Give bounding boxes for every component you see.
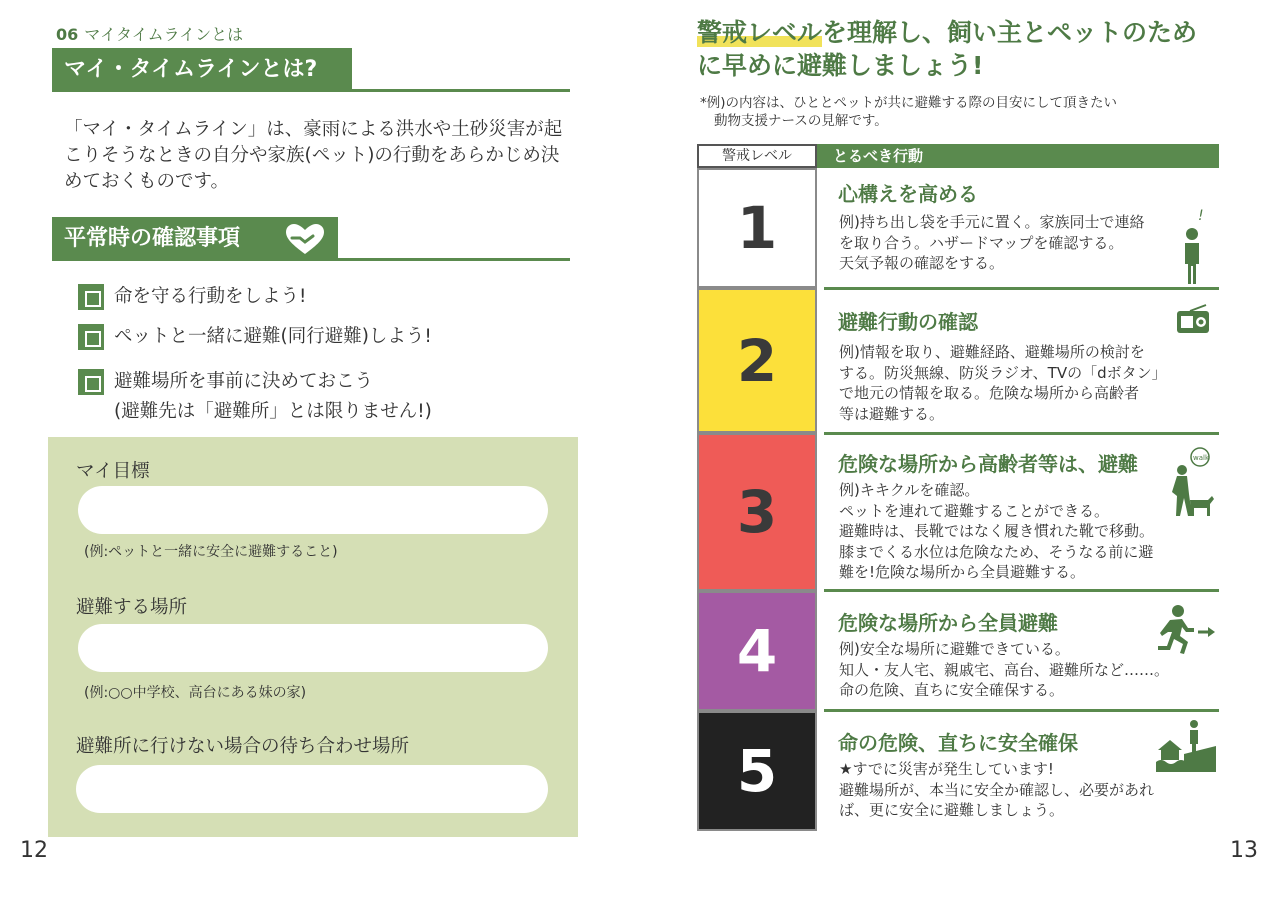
goal-label: マイ目標	[76, 461, 150, 482]
right-title: 警戒レベルを理解し、飼い主とペットのため に早めに避難しましょう!	[697, 18, 1198, 80]
person-thinking-icon	[1180, 208, 1210, 286]
check-item: 避難場所を事前に決めておこう (避難先は「避難所」とは限りません!)	[78, 367, 432, 427]
level-4-body: 例)安全な場所に避難できている。 知人・友人宅、親戚宅、高台、避難所など……。 命の危険、直ちに安全確保する。	[839, 640, 1170, 699]
page-number-left: 12	[20, 838, 48, 863]
section-label-text: マイタイムラインとは	[84, 25, 244, 44]
check-item: ペットと一緒に避難(同行避難)しよう!	[78, 322, 432, 352]
title-highlight: 警戒レベル	[697, 18, 823, 47]
check-item: 命を守る行動をしよう!	[78, 282, 306, 312]
goal-field[interactable]	[78, 486, 548, 534]
person-running-icon	[1154, 604, 1216, 656]
timeline-form-panel	[48, 437, 578, 837]
main-heading: マイ・タイムラインとは?	[52, 48, 352, 92]
level-2-title: 避難行動の確認	[838, 310, 978, 334]
level-3-body: 例)キキクルを確認。 ペットを連れて避難することができる。 避難時は、長靴ではなく履き慣れた靴で移動。 膝までくる水位は危険なため、そうなる前に避 難を!危険な場所から全員避難する。	[839, 481, 1155, 581]
level-1-cell: 1	[697, 168, 817, 288]
meet-label: 避難所に行けない場合の待ち合わせ場所	[76, 736, 410, 757]
level-5-body: ★すでに災害が発生しています! 避難場所が、本当に安全か確認し、必要があれ ば、更に安全に避難しましょう。	[839, 760, 1155, 819]
main-heading-rule	[52, 89, 570, 92]
row-divider	[824, 589, 1219, 592]
checkbox-icon	[78, 324, 104, 350]
level-1-body: 例)持ち出し袋を手元に置く。家族同士で連絡 を取り合う。ハザードマップを確認する。 天気予報の確認をする。	[839, 213, 1145, 272]
level-3-title: 危険な場所から高齢者等は、避難	[838, 452, 1138, 476]
check-heading: 平常時の確認事項	[64, 226, 241, 251]
column-action-header: とるべき行動	[817, 144, 1219, 168]
intro-text: 「マイ・タイムライン」は、豪雨による洪水や土砂災害が起こりそうなときの自分や家族(ペット)の行動をあらかじめ決めておくものです。	[64, 119, 563, 192]
level-4-cell: 4	[697, 591, 817, 711]
radio-icon	[1176, 303, 1210, 335]
section-number: 06	[56, 25, 79, 44]
goal-hint: (例:ペットと一緒に安全に避難すること)	[84, 544, 338, 560]
row-divider	[824, 432, 1219, 435]
level-1-title: 心構えを高める	[838, 182, 978, 206]
check-heading-rule	[52, 258, 570, 261]
level-5-cell: 5	[697, 711, 817, 831]
meet-field[interactable]	[76, 765, 548, 813]
column-level-header: 警戒レベル	[697, 144, 817, 168]
section-label	[56, 22, 243, 45]
flooded-house-icon	[1156, 718, 1216, 772]
place-hint: (例:○○中学校、高台にある妹の家)	[84, 685, 307, 701]
level-2-body: 例)情報を取り、避難経路、避難場所の検討を する。防災無線、防災ラジオ、TVの「dボタン」 で地元の情報を取る。危険な場所から高齢者 等は避難する。	[839, 343, 1167, 423]
level-5-title: 命の危険、直ちに安全確保	[838, 731, 1078, 755]
page-number-right: 13	[1230, 838, 1258, 863]
person-walking-dog-icon	[1162, 446, 1216, 520]
level-3-cell: 3	[697, 433, 817, 591]
checkbox-icon	[78, 284, 104, 310]
place-field[interactable]	[78, 624, 548, 672]
level-2-cell: 2	[697, 288, 817, 433]
svg-text:walk: walk	[1193, 454, 1210, 462]
level-4-title: 危険な場所から全員避難	[838, 611, 1058, 635]
note: *例)の内容は、ひととペットが共に避難する際の目安にして頂きたい 動物支援ナースの見解です。	[700, 95, 1118, 129]
svg-text:!: !	[1198, 208, 1204, 224]
place-label: 避難する場所	[76, 597, 188, 618]
row-divider	[824, 709, 1219, 712]
checkbox-icon	[78, 369, 104, 395]
heart-hand-icon	[283, 221, 327, 257]
row-divider	[824, 287, 1219, 290]
